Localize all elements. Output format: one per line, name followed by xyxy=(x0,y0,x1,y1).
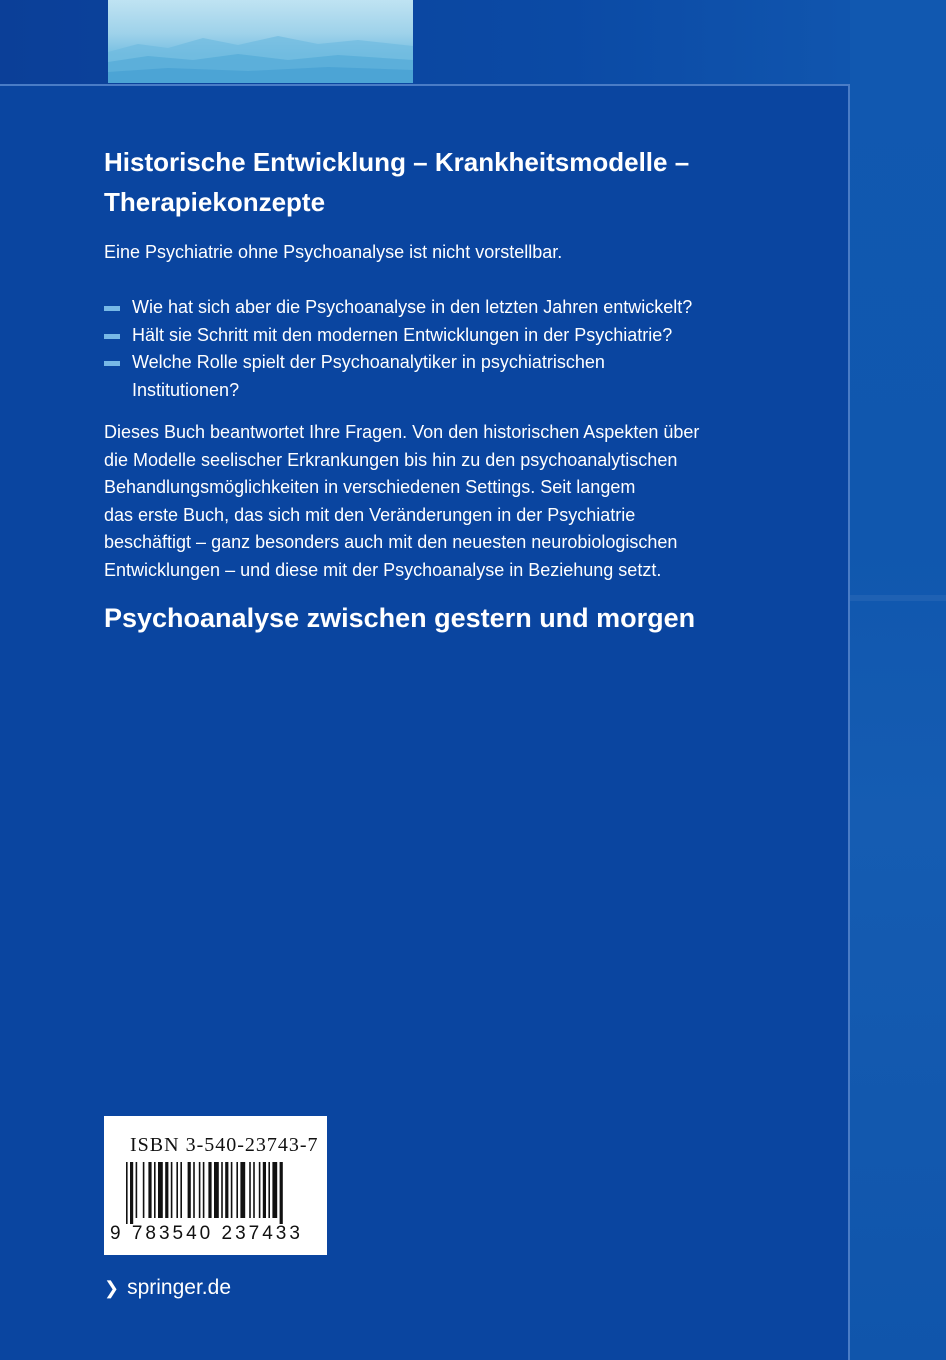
barcode-bar xyxy=(176,1162,178,1218)
publisher-website[interactable] xyxy=(104,1274,231,1302)
ean-digits: 9 783540 237433 xyxy=(110,1223,303,1244)
intro-text: Eine Psychiatrie ohne Psychoanalyse ist nicht vorstellbar. xyxy=(104,242,563,262)
barcode-bar xyxy=(126,1162,128,1224)
barcode-bar xyxy=(154,1162,156,1218)
list-item xyxy=(104,322,724,350)
barcode-bar xyxy=(268,1162,270,1218)
cover-photo-strip xyxy=(108,0,413,83)
list-item-text: Wie hat sich aber die Psychoanalyse in den letzten Jahren entwickelt? xyxy=(132,297,693,317)
barcode-bar xyxy=(148,1162,151,1218)
barcode-bar xyxy=(236,1162,238,1218)
dash-bullet-icon xyxy=(104,361,120,366)
barcode-bar xyxy=(253,1162,255,1218)
dash-bullet-icon xyxy=(104,306,120,311)
paragraph-line: Dieses Buch beantwortet Ihre Fragen. Von den historischen Aspekten über xyxy=(104,422,700,442)
isbn-text: ISBN 3-540-23743-7 xyxy=(130,1134,319,1156)
barcode-bar xyxy=(180,1162,182,1218)
website-link-text[interactable]: springer.de xyxy=(127,1276,231,1299)
barcode-bar xyxy=(188,1162,191,1218)
paragraph-line: die Modelle seelischer Erkrankungen bis hin zu den psychoanalytischen xyxy=(104,449,678,470)
paragraph-line: beschäftigt – ganz besonders auch mit den neuesten neurobiologischen xyxy=(104,532,678,552)
barcode-bar xyxy=(225,1162,228,1218)
question-list xyxy=(104,294,724,404)
barcode-bar xyxy=(272,1162,277,1218)
title-line-1: Historische Entwicklung – Krankheitsmodelle – xyxy=(104,147,690,177)
barcode-bar xyxy=(214,1162,219,1218)
barcode-label xyxy=(104,1116,327,1255)
barcode-bar xyxy=(165,1162,168,1218)
chevron-right-icon: ❯ xyxy=(104,1278,120,1298)
barcode-bar xyxy=(130,1162,133,1224)
list-item-text-continued: Institutionen? xyxy=(132,379,240,400)
barcode-bar xyxy=(136,1162,138,1218)
barcode-bar xyxy=(143,1162,145,1218)
barcode-bar xyxy=(208,1162,211,1218)
barcode-bar xyxy=(193,1162,195,1218)
barcode-bar xyxy=(158,1162,163,1218)
list-item-text: Hält sie Schritt mit den modernen Entwicklungen in der Psychiatrie? xyxy=(132,324,673,345)
barcode-bar xyxy=(221,1162,223,1218)
tagline: Psychoanalyse zwischen gestern und morgen xyxy=(104,603,696,633)
paragraph-line: Entwicklungen – und diese mit der Psychoanalyse in Beziehung setzt. xyxy=(104,559,662,580)
title-line-2: Therapiekonzepte xyxy=(104,187,326,217)
page-title xyxy=(104,142,744,222)
barcode-bar xyxy=(259,1162,261,1218)
description-paragraph xyxy=(104,419,704,584)
barcode-bar xyxy=(199,1162,201,1218)
barcode-bar xyxy=(249,1162,251,1218)
list-item xyxy=(104,349,724,404)
barcode-bar xyxy=(280,1162,283,1224)
barcode-bar xyxy=(203,1162,205,1218)
barcode-bar xyxy=(263,1162,266,1218)
list-item-text: Welche Rolle spielt der Psychoanalytiker in psychiatrischen xyxy=(132,352,605,372)
paragraph-line: Behandlungsmöglichkeiten in verschiedenen Settings. Seit langem xyxy=(104,477,636,497)
dash-bullet-icon xyxy=(104,334,120,339)
right-edge-strip xyxy=(850,0,946,1360)
paragraph-line: das erste Buch, das sich mit den Veränderungen in der Psychiatrie xyxy=(104,504,636,525)
barcode-bar xyxy=(171,1162,173,1218)
barcode-bar xyxy=(231,1162,233,1218)
barcode-bar xyxy=(240,1162,245,1218)
list-item xyxy=(104,294,724,322)
